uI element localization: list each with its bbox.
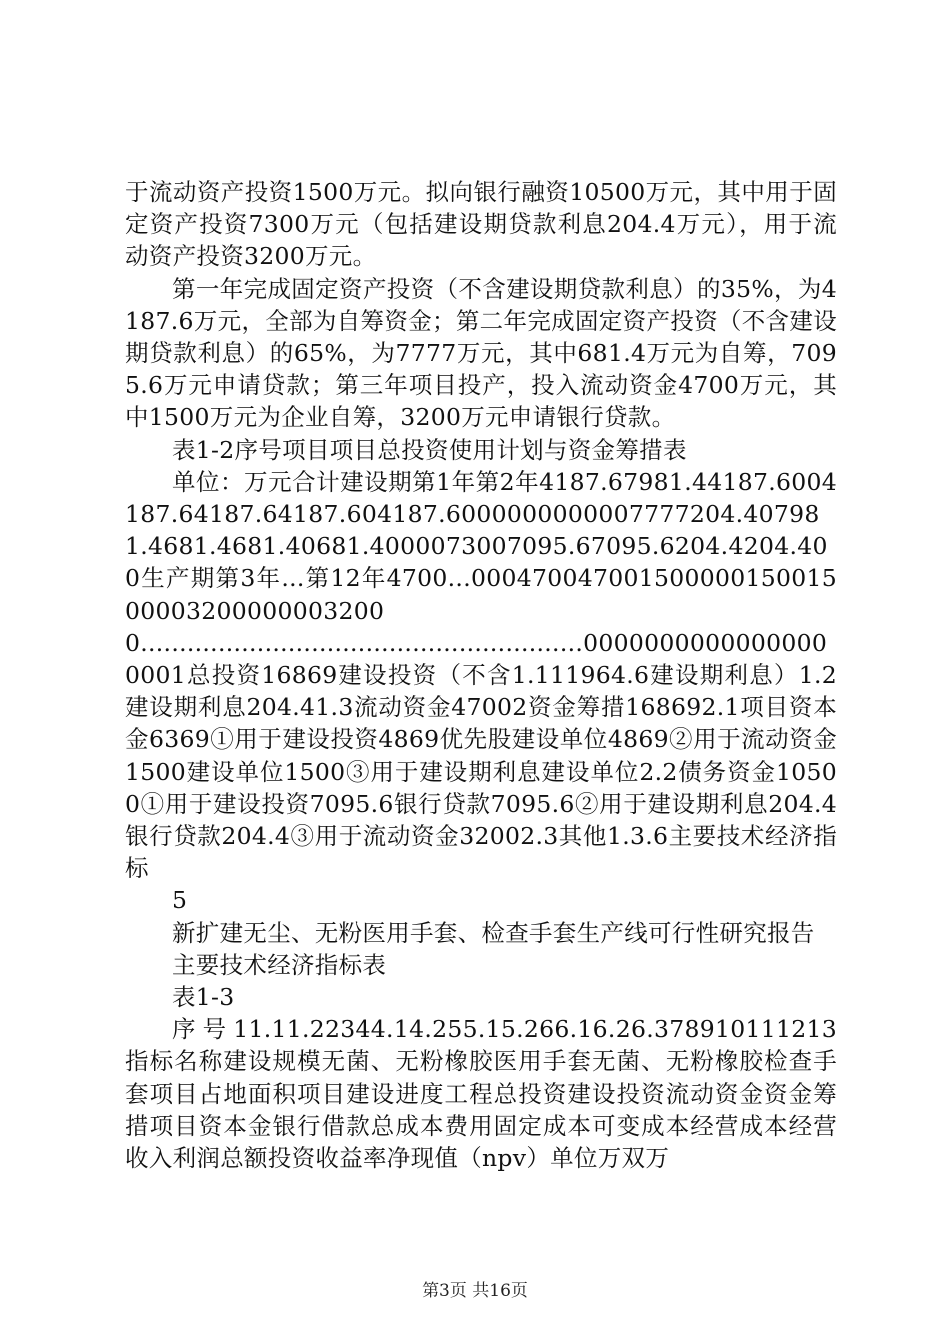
paragraph-financing: 于流动资产投资1500万元。拟向银行融资10500万元，其中用于固定资产投资7300万元（包括建设期贷款利息204.4万元），用于流动资产投资3200万元。 [125,178,837,271]
page-number-inline: 5 [172,886,188,915]
paragraph-investment-schedule: 第一年完成固定资产投资（不含建设期贷款利息）的35%，为4187.6万元，全部为自筹资金；第二年完成固定资产投资（不含建设期贷款利息）的65%，为7777万元，其中681.4万元为自筹，7095.6万元申请贷款；第三年项目投产，投入流动资金4700万元，其中1500万元为企业自筹，3200万元申请银行贷款。 [125,274,837,432]
document-body [125,176,837,1174]
table-1-2-flattened-content: 单位：万元合计建设期第1年第2年4187.67981.44187.6004187.64187.64187.604187.6000000000007777204.407981.4681.4681.40681.4000073007095.67095.6204.4204.400生产期第3年...第12年4700...000470047001500000150015000032000000032000.........................................................00000000000000000001总投资16869建设投资（不含1.111964.6建设期利息）1.2建设期利息204.41.3流动资金47002资金筹措168692.1项目资本金6369①用于建设投资4869优先股建设单位4869②用于流动资金1500建设单位1500③用于建设期利息建设单位2.2债务资金10500①用于建设投资7095.6银行贷款7095.6②用于建设期利息204.4银行贷款204.4③用于流动资金32002.3其他1.3.6主要技术经济指标 [125,467,837,883]
table-1-3-label: 表1-3 [172,983,235,1012]
report-header-title: 新扩建无尘、无粉医用手套、检查手套生产线可行性研究报告 [172,918,815,947]
table-1-2-caption: 表1-2序号项目项目总投资使用计划与资金筹措表 [172,435,687,464]
page-footer: 第3页 共16页 [422,1281,528,1301]
table-1-3-title: 主要技术经济指标表 [172,950,387,979]
table-1-3-flattened-content: 序号11.11.22344.14.255.15.266.16.26.378910111213指标名称建设规模无菌、无粉橡胶医用手套无菌、无粉橡胶检查手套项目占地面积项目建设进度工程总投资建设投资流动资金资金筹措项目资本金银行借款总成本费用固定成本可变成本经营成本经营收入利润总额投资收益率净现值（npv）单位万双万 [125,1015,837,1173]
